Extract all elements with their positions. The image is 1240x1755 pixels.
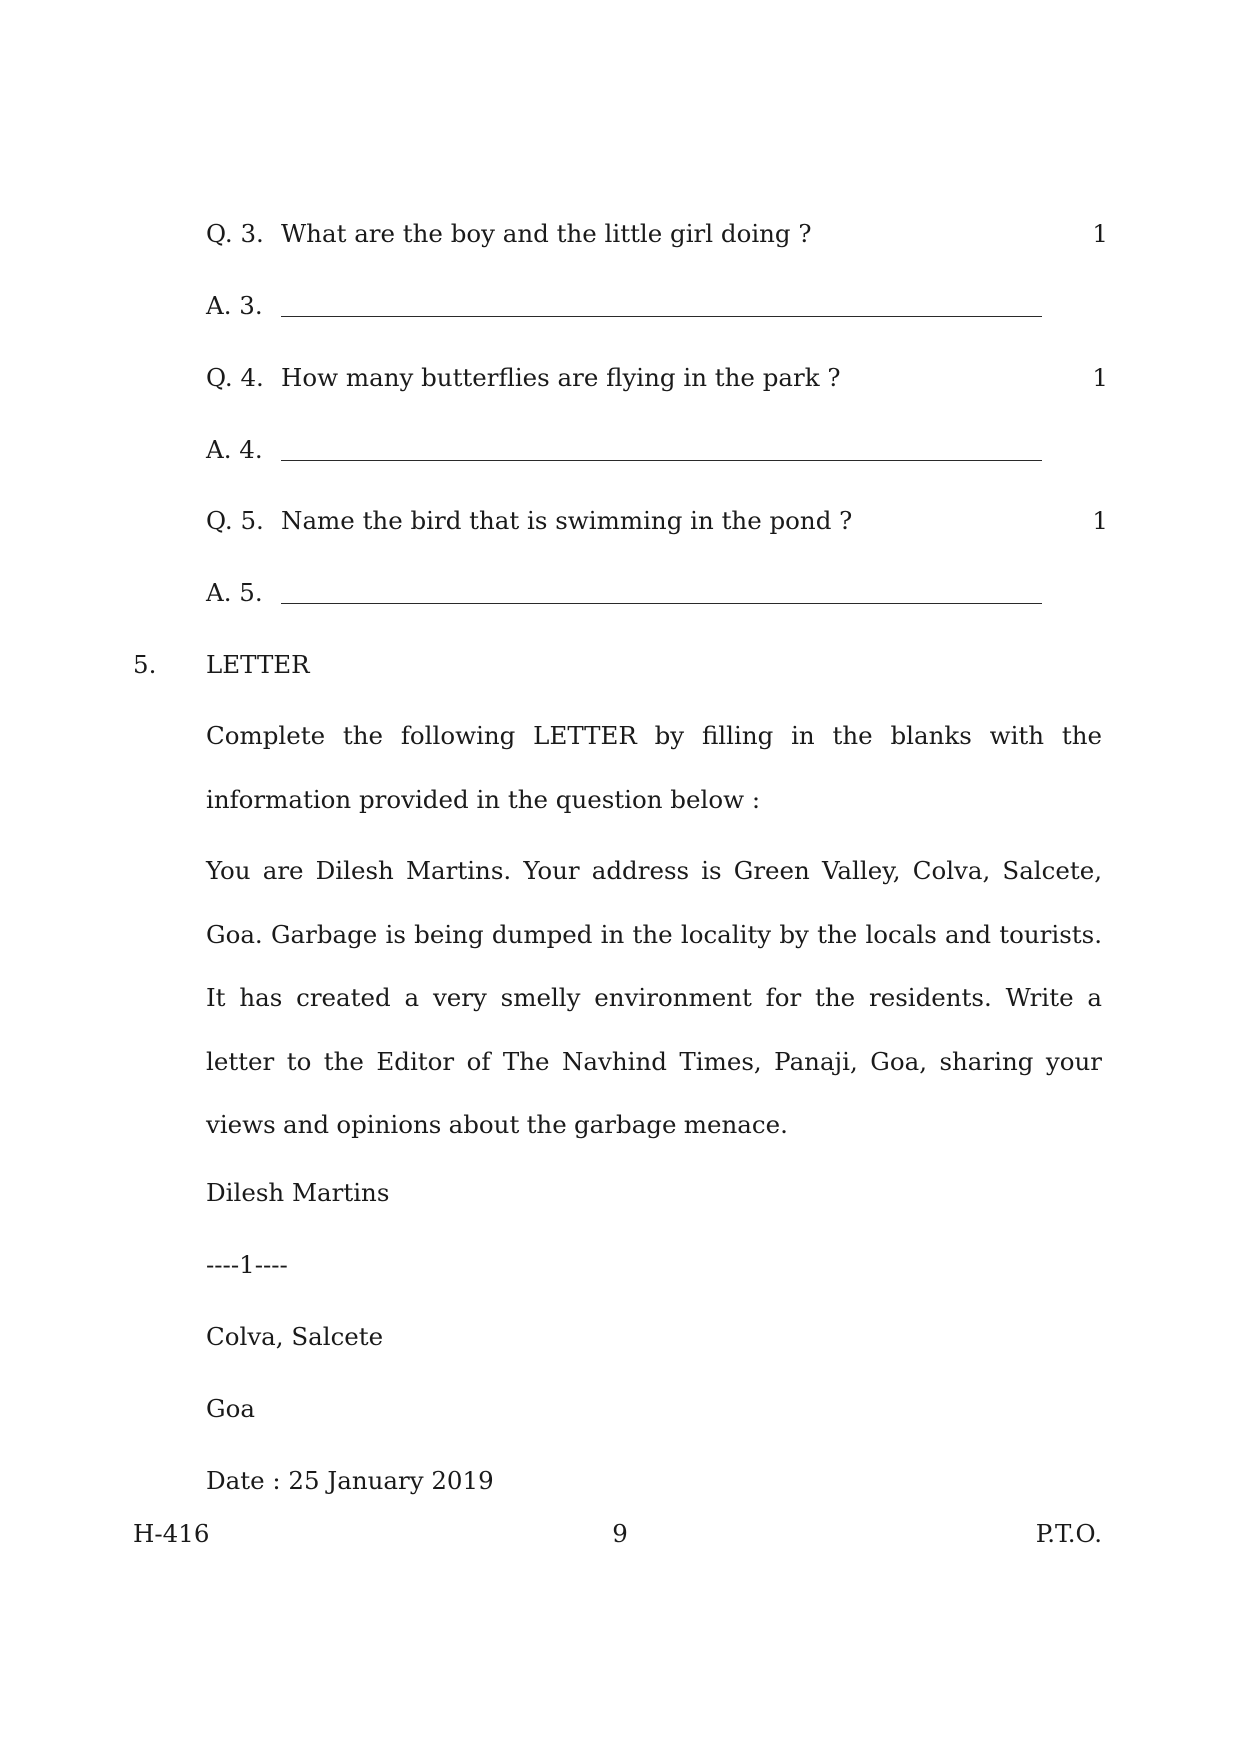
answer-label: A. 4. — [206, 435, 263, 464]
letter-state: Goa — [206, 1394, 255, 1423]
answer-blank-line[interactable] — [281, 316, 1042, 317]
answer-blank-line[interactable] — [281, 603, 1042, 604]
question-text: What are the boy and the little girl doing ? — [281, 219, 812, 248]
question-marks: 1 — [1092, 219, 1108, 248]
question-text: Name the bird that is swimming in the pond ? — [281, 506, 853, 535]
question-label: Q. 3. — [206, 219, 264, 248]
page-number: 9 — [612, 1519, 628, 1548]
section-number: 5. — [133, 650, 157, 679]
pto-label: P.T.O. — [1035, 1519, 1102, 1548]
section-instruction: Complete the following LETTER by filling in the blanks with the information provided in the question below : — [206, 721, 1102, 814]
letter-date: Date : 25 January 2019 — [206, 1466, 494, 1495]
letter-address-line: Colva, Salcete — [206, 1322, 384, 1351]
section-title: LETTER — [206, 650, 310, 679]
question-marks: 1 — [1092, 363, 1108, 392]
answer-blank-line[interactable] — [281, 460, 1042, 461]
letter-blank-1[interactable]: ----1---- — [206, 1250, 288, 1279]
letter-scenario: You are Dilesh Martins. Your address is Green Valley, Colva, Salcete, Goa. Garbage is being dumped in the locality by the locals and tourists. It has created a very smelly environment for the residents. Write a letter to the Editor of The Navhind Times, Panaji, Goa, sharing your views and opinions about the garbage menace. — [206, 856, 1102, 1139]
question-text: How many butterflies are flying in the park ? — [281, 363, 841, 392]
letter-sender-name: Dilesh Martins — [206, 1178, 390, 1207]
question-label: Q. 4. — [206, 363, 264, 392]
question-marks: 1 — [1092, 506, 1108, 535]
paper-code: H-416 — [133, 1519, 210, 1548]
answer-label: A. 5. — [206, 578, 263, 607]
question-label: Q. 5. — [206, 506, 264, 535]
answer-label: A. 3. — [206, 291, 263, 320]
